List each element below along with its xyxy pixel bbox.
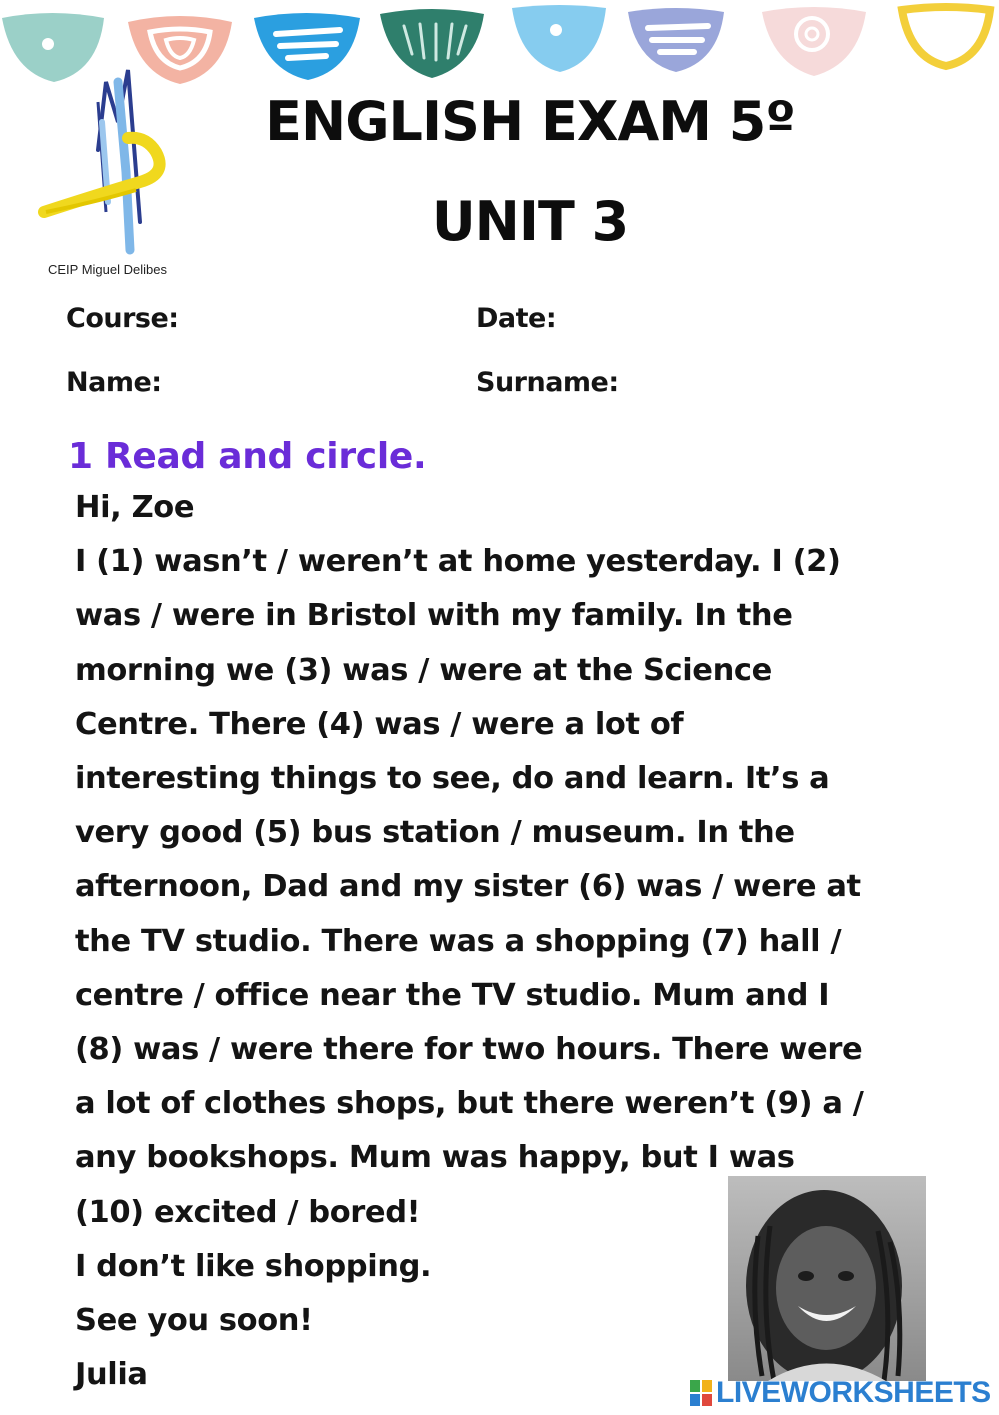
letter-line: the TV studio. There was a shopping (7) hall /	[75, 923, 842, 959]
school-logo	[36, 62, 196, 284]
letter-line: any bookshops. Mum was happy, but I was	[75, 1140, 795, 1176]
unit-title: UNIT 3	[431, 190, 629, 253]
letter-line: very good (5) bus station / museum. In the	[75, 815, 795, 851]
letter-line: morning we (3) was / were at the Science	[75, 652, 772, 688]
exercise-title: 1 Read and circle.	[68, 436, 427, 477]
page-title: ENGLISH EXAM 5º	[265, 90, 795, 153]
letter-line: Hi, Zoe	[75, 490, 195, 525]
course-label: Course:	[66, 303, 179, 334]
date-label: Date:	[476, 303, 557, 334]
letter-line: interesting things to see, do and learn. It’s a	[75, 761, 830, 797]
girl-photo	[728, 1176, 926, 1381]
liveworksheets-logo-icon	[690, 1380, 712, 1406]
letter-line: centre / office near the TV studio. Mum and I	[75, 977, 830, 1013]
letter-line: See you soon!	[75, 1303, 313, 1339]
letter-line: I (1) wasn’t / weren’t at home yesterday. I (2)	[75, 544, 841, 580]
school-name: CEIP Miguel Delibes	[48, 262, 167, 277]
letter-line: I don’t like shopping.	[75, 1248, 432, 1284]
surname-label: Surname:	[476, 367, 619, 398]
letter-line: a lot of clothes shops, but there weren’t (9) a /	[75, 1086, 864, 1122]
letter-line: afternoon, Dad and my sister (6) was / were at	[75, 869, 861, 905]
liveworksheets-logo	[690, 1376, 991, 1410]
letter-line: was / were in Bristol with my family. In the	[75, 598, 793, 634]
liveworksheets-watermark: LIVEWORKSHEETS	[716, 1376, 991, 1409]
letter-line: (8) was / were there for two hours. There were	[75, 1032, 863, 1068]
name-label: Name:	[66, 367, 162, 398]
letter-line: Julia	[75, 1357, 148, 1393]
letter-line: (10) excited / bored!	[75, 1194, 421, 1230]
letter-line: Centre. There (4) was / were a lot of	[75, 706, 684, 742]
